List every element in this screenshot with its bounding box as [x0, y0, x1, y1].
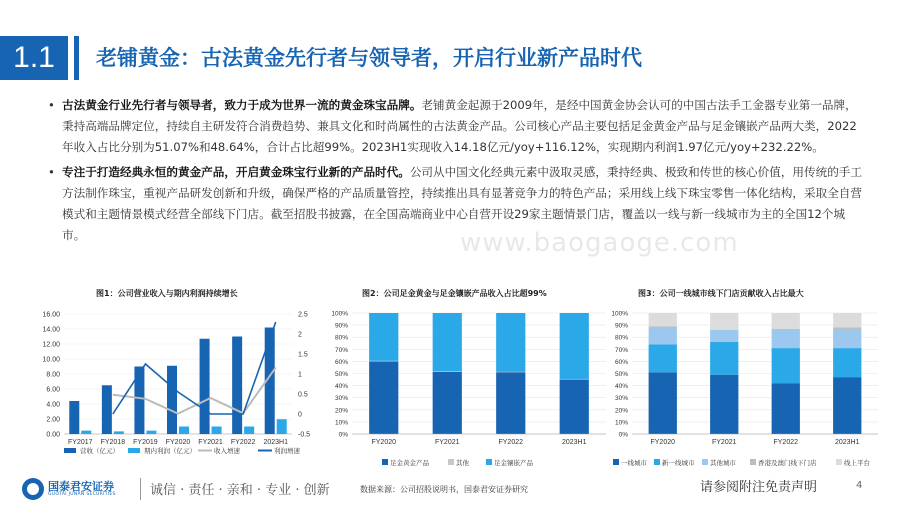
- bullet-lead: 古法黄金行业先行者与领导者，致力于成为世界一流的黄金珠宝品牌。: [62, 98, 422, 112]
- chart3-legend-label: 新一线城市: [662, 459, 695, 467]
- chart3-y-tick-label: 90%: [614, 322, 628, 330]
- footer-divider: [140, 478, 141, 500]
- logo-subtitle: GUOTAI JUNAN SECURITIES: [48, 492, 116, 497]
- bullet-dot-icon: •: [48, 98, 55, 112]
- chart3-bar-segment: [833, 377, 861, 434]
- chart2-legend-label: 足金黄金产品: [390, 459, 429, 467]
- chart1-left-tick-label: 8.00: [46, 371, 60, 379]
- chart1-title: 图1：公司营业收入与期内利润持续增长: [96, 289, 238, 298]
- chart1-legend-label: 期内利润（亿元）: [144, 447, 196, 455]
- chart3-bar-segment: [649, 344, 677, 372]
- chart1-left-tick-label: 10.00: [42, 356, 60, 364]
- chart3-y-tick-label: 40%: [614, 383, 628, 391]
- footer: [0, 466, 920, 518]
- chart1-x-tick-label: FY2022: [230, 439, 256, 446]
- chart3-y-tick-label: 70%: [614, 346, 628, 354]
- chart3-legend-label: 线上平台: [844, 459, 870, 467]
- chart2-y-tick-label: 30%: [334, 395, 348, 403]
- chart3-legend-label: 香港及澳门线下门店: [758, 459, 817, 467]
- chart2-y-tick-label: 70%: [334, 346, 348, 354]
- chart3-bar-segment: [649, 372, 677, 434]
- chart3-y-tick-label: 50%: [614, 371, 628, 378]
- chart1-legend-label: 营收（亿元）: [80, 447, 119, 455]
- data-source: 数据来源：公司招股说明书，国泰君安证券研究: [360, 485, 528, 494]
- chart1-left-tick-label: 0.00: [46, 431, 60, 439]
- chart2-y-tick-label: 100%: [331, 310, 348, 318]
- chart1-x-tick-label: 2023H1: [263, 439, 288, 446]
- page-title: 老铺黄金：古法黄金先行者与领导者，开启行业新产品时代: [96, 46, 642, 70]
- chart3-y-tick-label: 60%: [614, 358, 628, 366]
- chart3-y-tick-label: 80%: [614, 334, 628, 342]
- chart1-x-tick-label: FY2020: [165, 439, 191, 446]
- chart1-x-tick-label: FY2019: [133, 439, 158, 446]
- chart3-bar-segment: [833, 313, 861, 328]
- chart2-legend-label: 其他: [456, 459, 469, 467]
- section-number: 1.1: [0, 36, 68, 80]
- chart2-y-tick-label: 10%: [334, 419, 348, 427]
- chart3-x-tick-label: FY2021: [711, 439, 737, 446]
- footer-slogan: 诚信 · 责任 · 亲和 · 专业 · 创新: [150, 483, 330, 498]
- chart3-bar-segment: [772, 330, 800, 348]
- chart1-legend-label: 收入增速: [214, 447, 240, 455]
- bullet-text: 公司从中国文化经典元素中汲取灵感，秉持经典、极致和传世的核心价值，用传统的手工方法制作珠宝，重视产品研发创新和升级，确保严格的产品质量管控，持续推出具有显著竞争力的特色产品；采用线上线下珠宝零售一体化结构，采取全自营模式和主题情景模式经营全部线下门店。截至招股书披露，在全国高端商业中心自营开设29家主题情景门店，覆盖以一线与新一线城市为主的全国12个城市。: [62, 165, 862, 242]
- disclaimer-link[interactable]: 请参阅附注免责声明: [700, 480, 818, 495]
- chart3-x-tick-label: FY2020: [650, 439, 676, 446]
- chart3-legend-swatch: [836, 459, 842, 465]
- chart3-legend-swatch: [750, 459, 756, 465]
- chart3-y-tick-label: 10%: [614, 419, 628, 427]
- chart1-right-tick-label: 2.5: [298, 311, 308, 319]
- chart3-bar-segment: [833, 330, 861, 348]
- chart3-legend-swatch: [654, 459, 660, 465]
- chart3-legend-swatch: [702, 459, 708, 465]
- chart2-y-tick-label: 60%: [334, 358, 348, 366]
- chart3-bar-segment: [649, 326, 677, 327]
- chart1-left-tick-label: 2.00: [46, 416, 60, 424]
- chart1-right-tick-label: 1.5: [298, 351, 308, 359]
- chart3-legend-label: 一线城市: [621, 459, 647, 467]
- chart1-x-tick-label: FY2021: [198, 439, 223, 446]
- chart1-legend-label: 利润增速: [274, 447, 300, 455]
- chart1-x-tick-label: FY2017: [68, 439, 93, 446]
- chart1-left-tick-label: 14.00: [42, 326, 60, 334]
- chart1-left-tick-label: 12.00: [42, 341, 60, 349]
- chart3-bar-segment: [710, 375, 738, 434]
- chart3-y-tick-label: 20%: [614, 407, 628, 415]
- chart3-x-tick-label: FY2022: [773, 439, 799, 446]
- chart1-right-tick-label: 2: [298, 331, 302, 339]
- chart2-y-tick-label: 90%: [334, 322, 348, 330]
- chart3-bar-segment: [649, 328, 677, 345]
- bullet-dot-icon: •: [48, 165, 55, 179]
- company-logo: [22, 478, 134, 502]
- page-number: 4: [856, 480, 863, 491]
- chart3-x-tick-label: 2023H1: [834, 439, 860, 446]
- chart1-left-tick-label: 6.00: [46, 386, 60, 394]
- chart3-bar-segment: [710, 330, 738, 342]
- chart2-x-tick-label: FY2021: [434, 439, 460, 446]
- chart3-title: 图3：公司一线城市线下门店贡献收入占比最大: [638, 289, 804, 298]
- chart1-x-tick-label: FY2018: [100, 439, 126, 446]
- chart1-left-tick-label: 16.00: [42, 311, 60, 319]
- chart3-y-tick-label: 30%: [614, 395, 628, 403]
- chart3-y-tick-label: 100%: [611, 310, 628, 318]
- logo-name: 国泰君安证券: [48, 480, 114, 493]
- chart3-bar-segment: [772, 348, 800, 383]
- chart2-x-tick-label: 2023H1: [561, 439, 587, 446]
- chart3-legend-swatch: [613, 459, 619, 465]
- chart3-bar-segment: [710, 313, 738, 330]
- chart1-left-tick-label: 4.00: [46, 401, 60, 409]
- chart2-y-tick-label: 0%: [338, 431, 348, 439]
- chart2-y-tick-label: 40%: [334, 383, 348, 391]
- chart2-y-tick-label: 20%: [334, 407, 348, 415]
- bullet-lead: 专注于打造经典永恒的黄金产品，开启黄金珠宝行业新的产品时代。: [62, 165, 410, 179]
- chart3-legend-label: 其他城市: [710, 459, 736, 467]
- bullet-text: 老铺黄金起源于2009年，是经中国黄金协会认可的中国古法手工金器专业第一品牌，秉持高端品牌定位，持续自主研发符合消费趋势、兼具文化和时尚属性的古法黄金产品。公司核心产品主要包括足金黄金产品与足金镶嵌产品两大类，2022年收入占比分别为51.07%和48.64%，合计占比超99%。2023H1实现收入14.18亿元/yoy+116.12%，实现期内利润1.97亿元/yoy+232.22%。: [62, 98, 857, 154]
- chart2-y-tick-label: 50%: [334, 371, 348, 378]
- chart1-right-tick-label: -0.5: [298, 431, 311, 439]
- chart2-legend-label: 足金镶嵌产品: [494, 459, 533, 467]
- chart3-bar-segment: [772, 313, 800, 329]
- chart1-right-tick-label: 0: [298, 411, 302, 419]
- chart2-title: 图2：公司足金黄金与足金镶嵌产品收入占比超99%: [362, 289, 547, 298]
- logo-emblem-icon: [22, 478, 44, 500]
- chart2-y-tick-label: 80%: [334, 334, 348, 342]
- chart2-x-tick-label: FY2020: [371, 439, 397, 446]
- chart3-bar-segment: [833, 328, 861, 330]
- watermark-text: www.baogaoge.com: [460, 228, 739, 258]
- chart3-y-tick-label: 0%: [618, 431, 628, 439]
- chart3-bar-segment: [649, 313, 677, 326]
- chart2-x-tick-label: FY2022: [498, 439, 524, 446]
- chart3-bar-segment: [833, 348, 861, 377]
- chart3-bar-segment: [772, 383, 800, 434]
- chart3-bar-segment: [710, 342, 738, 375]
- chart3-bar-segment: [772, 329, 800, 330]
- chart1-right-tick-label: 1: [298, 371, 302, 379]
- chart1-right-tick-label: 0.5: [298, 391, 308, 399]
